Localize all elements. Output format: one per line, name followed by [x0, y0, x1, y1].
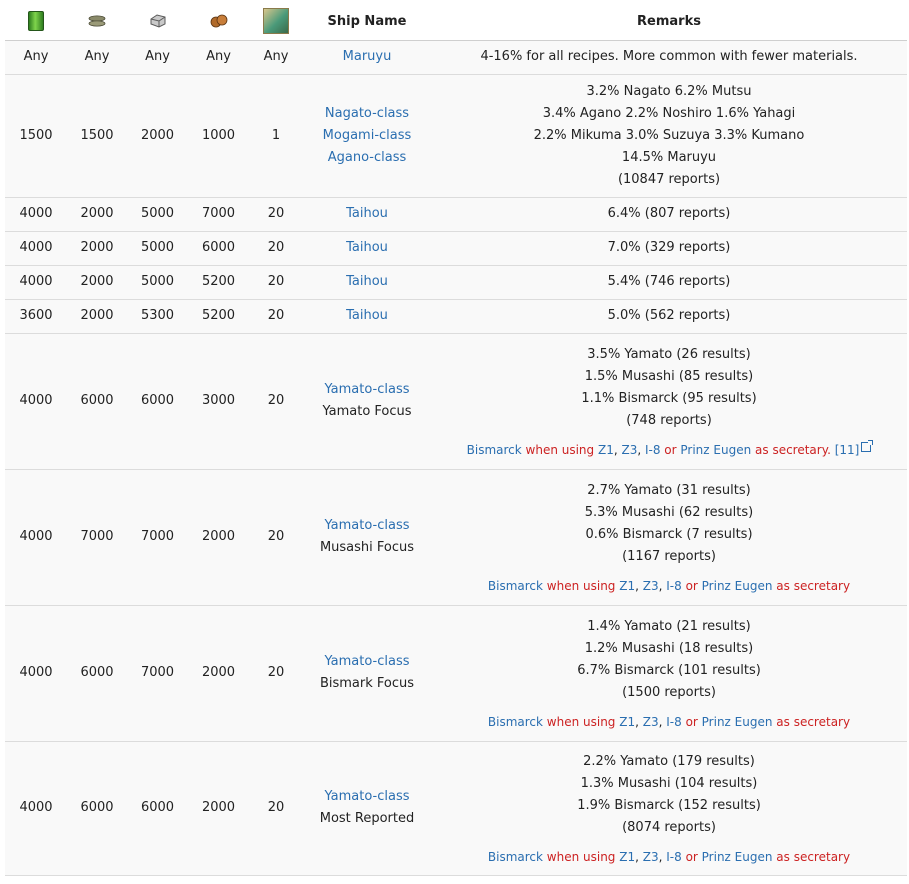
note-text: ,	[635, 714, 643, 729]
ship-link[interactable]: Taihou	[346, 308, 388, 323]
remarks-cell	[431, 40, 907, 74]
table-header-row	[5, 3, 907, 40]
ship-name-cell	[303, 265, 431, 299]
remark-line: 6.7% Bismarck (101 results)	[577, 662, 761, 678]
ammo-cell: 6000	[67, 333, 127, 469]
ammo-icon	[87, 14, 107, 28]
ship-link[interactable]: Yamato-class	[324, 518, 410, 533]
note-text: when using	[542, 714, 620, 729]
remark-line: 3.4% Agano 2.2% Noshiro 1.6% Yahagi	[542, 105, 796, 121]
focus-label: Bismark Focus	[319, 676, 415, 691]
fuel-cell: 3600	[5, 299, 67, 333]
z1-link[interactable]: Z1	[597, 442, 614, 457]
steel-cell: 7000	[127, 469, 188, 605]
prinz-eugen-link[interactable]: Prinz Eugen	[680, 442, 752, 457]
note-text: ,	[658, 578, 667, 593]
z1-link[interactable]: Z1	[619, 849, 636, 864]
steel-cell: 2000	[127, 74, 188, 197]
steel-cell: Any	[127, 40, 188, 74]
remarks-cell	[431, 197, 907, 231]
table-row	[5, 299, 907, 333]
ship-name-cell	[303, 605, 431, 741]
remark-line: 1.4% Yamato (21 results)	[587, 618, 751, 634]
note-text: as secretary	[772, 849, 851, 864]
construction-recipes-table	[5, 3, 907, 876]
table-row	[5, 469, 907, 605]
note-text: when using	[542, 849, 620, 864]
table-row	[5, 231, 907, 265]
i8-link[interactable]: I-8	[666, 578, 682, 593]
focus-label: Yamato Focus	[322, 404, 412, 419]
prinz-eugen-link[interactable]: Prinz Eugen	[701, 849, 773, 864]
table-row	[5, 265, 907, 299]
ship-name-cell	[303, 333, 431, 469]
remark-line: 7.0% (329 reports)	[607, 240, 731, 255]
ship-link[interactable]: Taihou	[346, 274, 388, 289]
fuel-cell: 4000	[5, 333, 67, 469]
i8-link[interactable]: I-8	[644, 442, 661, 457]
note-text: ,	[635, 849, 643, 864]
bauxite-cell: 2000	[188, 741, 249, 875]
ammo-cell: 6000	[67, 741, 127, 875]
steel-cell: 5000	[127, 231, 188, 265]
note-text: ,	[637, 442, 645, 457]
remark-line: 5.4% (746 reports)	[607, 274, 731, 289]
remarks-cell	[431, 469, 907, 605]
z3-link[interactable]: Z3	[642, 714, 659, 729]
secretary-note	[431, 713, 907, 731]
remark-line: 1.3% Musashi (104 results)	[580, 775, 758, 791]
remark-line: 5.3% Musashi (62 results)	[584, 504, 754, 520]
z3-link[interactable]: Z3	[642, 849, 659, 864]
note-text: or	[660, 442, 681, 457]
bismarck-link[interactable]: Bismarck	[466, 442, 522, 457]
remark-line: 4-16% for all recipes. More common with fewer materials.	[480, 49, 858, 64]
ammo-cell: 2000	[67, 197, 127, 231]
remark-line: 3.5% Yamato (26 results)	[587, 346, 751, 362]
bauxite-cell: 5200	[188, 299, 249, 333]
z1-link[interactable]: Z1	[619, 714, 636, 729]
note-text: ,	[658, 714, 667, 729]
ship-link[interactable]: Yamato-class	[324, 382, 410, 397]
note-text: as secretary	[772, 578, 851, 593]
fuel-cell: 1500	[5, 74, 67, 197]
focus-label: Musashi Focus	[319, 540, 415, 555]
ship-name-cell	[303, 197, 431, 231]
note-text: as secretary	[772, 714, 851, 729]
remark-line: (1500 reports)	[622, 684, 716, 700]
secretary-note	[431, 441, 907, 459]
secretary-note	[431, 848, 907, 866]
table-row	[5, 605, 907, 741]
i8-link[interactable]: I-8	[666, 849, 682, 864]
table-row	[5, 333, 907, 469]
bauxite-icon	[209, 14, 229, 28]
remarks-cell	[431, 741, 907, 875]
ammo-cell: 1500	[67, 74, 127, 197]
ship-link[interactable]: Yamato-class	[324, 654, 410, 669]
remark-line: 2.7% Yamato (31 results)	[587, 482, 751, 498]
steel-cell: 5000	[127, 197, 188, 231]
remark-line: 1.9% Bismarck (152 results)	[577, 797, 761, 813]
ship-name-cell	[303, 40, 431, 74]
steel-icon	[149, 14, 167, 28]
z3-link[interactable]: Z3	[621, 442, 638, 457]
ship-link[interactable]: Yamato-class	[324, 789, 410, 804]
ship-link[interactable]: Taihou	[346, 206, 388, 221]
ship-name-cell	[303, 231, 431, 265]
i8-link[interactable]: I-8	[666, 714, 682, 729]
fuel-cell: 4000	[5, 231, 67, 265]
fuel-cell: 4000	[5, 265, 67, 299]
bismarck-link[interactable]: Bismarck	[487, 714, 543, 729]
ship-link[interactable]: Taihou	[346, 240, 388, 255]
note-text: ,	[613, 442, 622, 457]
bauxite-cell: 2000	[188, 469, 249, 605]
fuel-column-header	[5, 3, 67, 40]
ammo-cell: 6000	[67, 605, 127, 741]
devmat-cell: 20	[249, 197, 303, 231]
fuel-cell: 4000	[5, 197, 67, 231]
remark-line: 1.5% Musashi (85 results)	[584, 368, 754, 384]
fuel-cell: 4000	[5, 741, 67, 875]
devmat-cell: 20	[249, 333, 303, 469]
devmat-cell: 20	[249, 299, 303, 333]
devmat-cell: 20	[249, 741, 303, 875]
steel-cell: 5300	[127, 299, 188, 333]
devmat-column-header	[249, 3, 303, 40]
external-link-icon	[861, 442, 871, 452]
remark-line: 0.6% Bismarck (7 results)	[585, 526, 753, 542]
remarks-cell	[431, 265, 907, 299]
remark-line: (748 reports)	[626, 412, 712, 428]
ammo-cell: 7000	[67, 469, 127, 605]
steel-column-header	[127, 3, 188, 40]
devmat-cell: Any	[249, 40, 303, 74]
devmat-cell: 20	[249, 469, 303, 605]
remark-line: 14.5% Maruyu	[621, 149, 717, 165]
fuel-cell: Any	[5, 40, 67, 74]
remarks-cell	[431, 231, 907, 265]
remark-line: 5.0% (562 reports)	[607, 308, 731, 323]
bismarck-link[interactable]: Bismarck	[487, 849, 543, 864]
bismarck-link[interactable]: Bismarck	[487, 578, 543, 593]
steel-cell: 7000	[127, 605, 188, 741]
ship-name-cell	[303, 469, 431, 605]
note-text: ,	[658, 849, 667, 864]
ship-name-cell	[303, 299, 431, 333]
bauxite-cell: Any	[188, 40, 249, 74]
remark-line: 1.1% Bismarck (95 results)	[581, 390, 757, 406]
bauxite-column-header	[188, 3, 249, 40]
remark-line: 6.4% (807 reports)	[607, 206, 731, 221]
table-row	[5, 40, 907, 74]
secretary-note	[431, 577, 907, 595]
fuel-cell: 4000	[5, 605, 67, 741]
prinz-eugen-link[interactable]: Prinz Eugen	[701, 578, 773, 593]
note-text: or	[681, 578, 702, 593]
ammo-cell: 2000	[67, 299, 127, 333]
remark-line: 2.2% Mikuma 3.0% Suzuya 3.3% Kumano	[533, 127, 805, 143]
ship-name-header: Ship Name	[303, 3, 431, 40]
ammo-cell: 2000	[67, 265, 127, 299]
ship-link[interactable]: Mogami-class	[322, 127, 412, 143]
devmat-cell: 20	[249, 605, 303, 741]
steel-cell: 5000	[127, 265, 188, 299]
fuel-icon	[28, 11, 44, 31]
steel-cell: 6000	[127, 741, 188, 875]
bauxite-cell: 7000	[188, 197, 249, 231]
z3-link[interactable]: Z3	[642, 578, 659, 593]
bauxite-cell: 1000	[188, 74, 249, 197]
remarks-cell	[431, 333, 907, 469]
bauxite-cell: 5200	[188, 265, 249, 299]
ship-name-cell	[303, 74, 431, 197]
devmat-cell: 1	[249, 74, 303, 197]
devmat-cell: 20	[249, 231, 303, 265]
note-text: when using	[542, 578, 620, 593]
ammo-cell: 2000	[67, 231, 127, 265]
note-text: or	[681, 849, 702, 864]
table-row	[5, 74, 907, 197]
reference-link[interactable]: [11]	[834, 442, 860, 457]
remarks-cell	[431, 299, 907, 333]
steel-cell: 6000	[127, 333, 188, 469]
table-row	[5, 197, 907, 231]
note-text: or	[681, 714, 702, 729]
remark-line: 3.2% Nagato 6.2% Mutsu	[586, 83, 752, 99]
fuel-cell: 4000	[5, 469, 67, 605]
bauxite-cell: 2000	[188, 605, 249, 741]
focus-label: Most Reported	[319, 811, 415, 826]
ship-link[interactable]: Agano-class	[327, 149, 407, 165]
remark-line: (1167 reports)	[622, 548, 716, 564]
remarks-header: Remarks	[431, 3, 907, 40]
ammo-column-header	[67, 3, 127, 40]
ship-name-cell	[303, 741, 431, 875]
remark-line: (8074 reports)	[622, 819, 716, 835]
note-text: as secretary.	[751, 442, 835, 457]
remark-line: 2.2% Yamato (179 results)	[583, 753, 755, 769]
bauxite-cell: 6000	[188, 231, 249, 265]
note-text: ,	[635, 578, 643, 593]
remark-line: 1.2% Musashi (18 results)	[584, 640, 754, 656]
ship-link[interactable]: Maruyu	[342, 49, 392, 64]
devmat-cell: 20	[249, 265, 303, 299]
table-row	[5, 741, 907, 875]
bauxite-cell: 3000	[188, 333, 249, 469]
remark-line: (10847 reports)	[617, 171, 721, 187]
remarks-cell	[431, 74, 907, 197]
ship-link[interactable]: Nagato-class	[324, 105, 410, 121]
remarks-cell	[431, 605, 907, 741]
ammo-cell: Any	[67, 40, 127, 74]
prinz-eugen-link[interactable]: Prinz Eugen	[701, 714, 773, 729]
note-text: when using	[521, 442, 598, 457]
development-material-icon	[263, 8, 289, 34]
z1-link[interactable]: Z1	[619, 578, 636, 593]
